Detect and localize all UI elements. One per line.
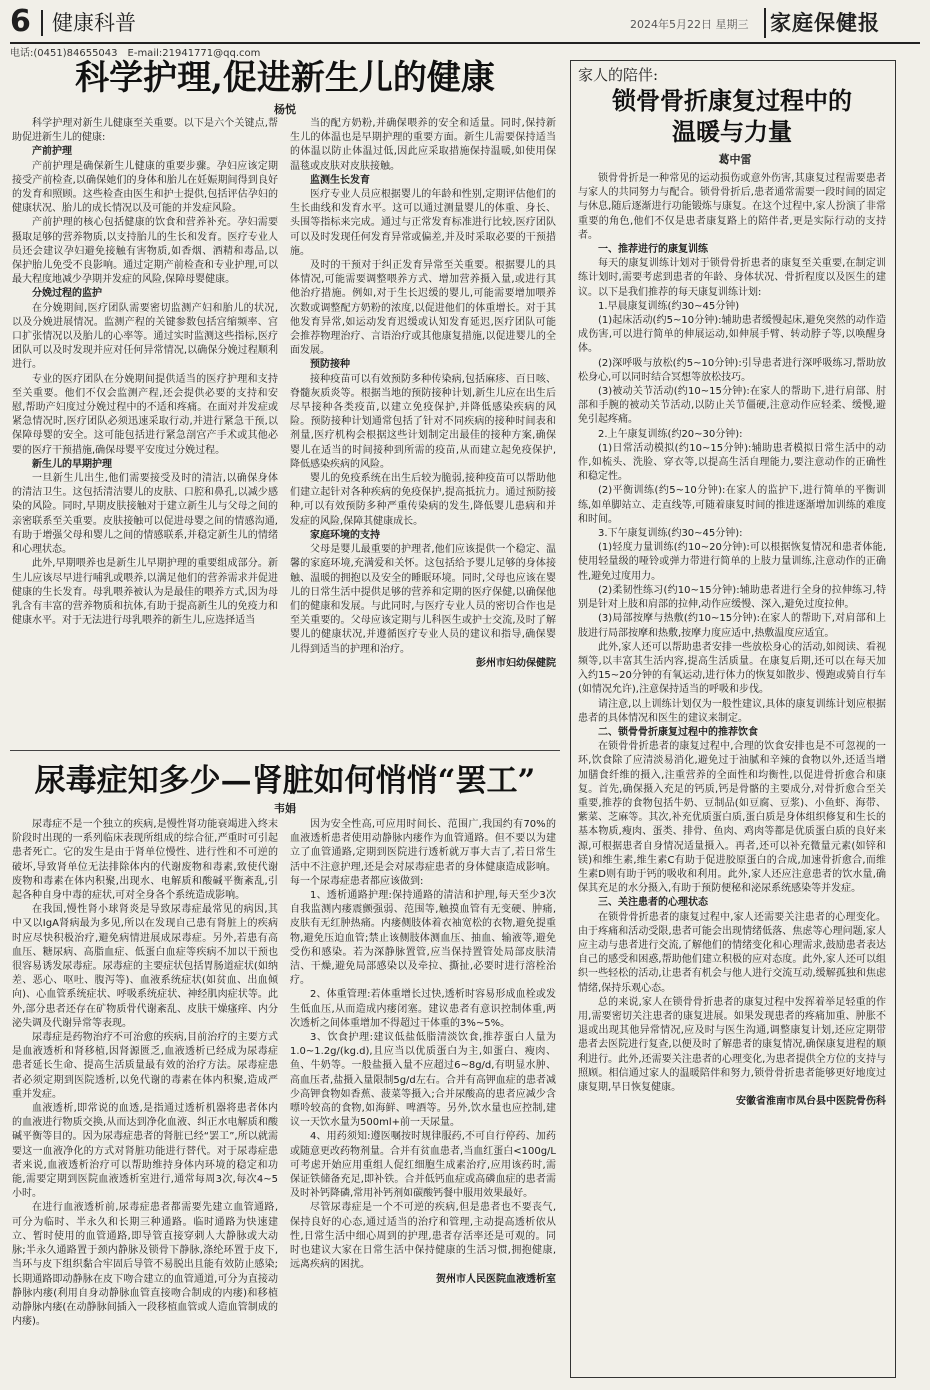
- paragraph: (1)起床活动(约5~10分钟):辅助患者缓慢起床,避免突然的动作造成伤害,可以进行简单的伸展运动,如伸展手臂、转动脖子等,以唤醒身体。: [578, 315, 886, 355]
- paragraph: 专业的医疗团队在分娩期间提供适当的医疗护理和支持至关重要。他们不仅会监测产程,还会提供必要的支持和安慰,帮助产妇度过分娩过程中的不适和疼痛。在面对并发症或紧急情况时,医疗团队必须迅速采取行动,并进行紧急干预,以保障母婴的安全。这可能包括进行紧急剖宫产手术或其他必要的医疗干预措施,确保母婴平安度过分娩过程。: [12, 373, 278, 456]
- paragraph: 在分娩期间,医疗团队需要密切监测产妇和胎儿的状况,以及分娩进展情况。监测产程的关键参数包括宫缩频率、宫口扩张情况以及胎儿的心率等。通过实时监测这些指标,医疗团队可以及时发现并应对任何异常情况,以确保分娩过程顺利进行。: [12, 302, 278, 371]
- paragraph: 此外,早期喂养也是新生儿早期护理的重要组成部分。新生儿应该尽早进行哺乳或喂养,以满足他们的营养需求并促进健康的生长发育。母乳喂养被认为是最佳的喂养方式,因为母乳含有丰富的营养物质和抗体,有助于提高新生儿的免疫力和健康水平。对于无法进行母乳喂养的新生儿,应选择适当: [12, 558, 278, 627]
- paragraph: 科学护理对新生儿健康至关重要。以下是六个关键点,帮助促进新生儿的健康:: [12, 118, 278, 144]
- paragraph: 尿毒症不是一个独立的疾病,是慢性肾功能衰竭进入终末阶段时出现的一系列临床表现所组成的综合征,严重时可引起患者死亡。它的发生是由于肾单位慢性、进行性和不可逆的破坏,导致肾单位无法排除体内的代谢废物和毒素,致使代谢废物和毒素在体内积聚,出现水、电解质和酸碱平衡紊乱,引起各种自身中毒的症状,可对全身各个系统造成影响。: [12, 819, 278, 902]
- subheading: 预防接种: [310, 359, 350, 371]
- source-credit: 贺州市人民医院血液透析室: [436, 1273, 556, 1285]
- paragraph: (3)局部按摩与热敷(约10~15分钟):在家人的帮助下,对肩部和上肢进行局部按摩和热敷,按摩力度应适中,热敷温度应适宜。: [578, 613, 886, 639]
- subheading: 一、推荐进行的康复训练: [598, 244, 708, 256]
- subheading: 二、锁骨骨折康复过程中的推荐饮食: [598, 726, 758, 738]
- paragraph: 每天的康复训练计划对于锁骨骨折患者的康复至关重要,在制定训练计划时,需要考虑到患者的年龄、身体状况、骨折程度以及医生的建议。以下是我们推荐的每天康复训练计划:: [578, 258, 886, 298]
- paragraph: 医疗专业人员应根据婴儿的年龄和性别,定期评估他们的生长曲线和发育水平。这可以通过测量婴儿的体重、身长、头围等指标来完成。通过与正常发育标准进行比较,医疗团队可以及时发现任何发育异常或偏差,并及时采取必要的干预措施。: [290, 189, 556, 257]
- paragraph: (2)柔韧性练习(约10~15分钟):辅助患者进行全身的拉伸练习,特别是针对上肢和肩部的拉伸,动作应缓慢、深入,避免过度拉伸。: [578, 584, 886, 611]
- paragraph: 婴儿的免疫系统在出生后较为脆弱,接种疫苗可以帮助他们建立起针对各种疾病的免疫保护,提高抵抗力。通过预防接种,可以有效预防多种严重传染病的发生,降低婴儿患病和并发症的风险,保障其健康成长。: [290, 473, 556, 527]
- paragraph: 一旦新生儿出生,他们需要接受及时的清洁,以确保身体的清洁卫生。这包括清洁婴儿的皮肤、口腔和鼻孔,以减少感染的风险。同时,早期皮肤接触对于建立新生儿与父母之间的亲密联系至关重要。皮肤接触可以促进母婴之间的情感沟通,有助于增强父母和婴儿之间的情感联系,并稳定新生儿的情绪和心理状态。: [12, 473, 278, 556]
- article3-title-line2: 温暖与力量: [672, 117, 792, 146]
- paragraph: 2、体重管理:若体重增长过快,透析时容易形成血栓或发生低血压,从而造成内瘘闭塞。建议患者有意识控制体重,两次透析之间体重增加不得超过干体重的3%~5%。: [290, 989, 556, 1029]
- subheading: 家庭环境的支持: [310, 529, 380, 541]
- header-divider: [41, 10, 43, 36]
- paragraph: 1、透析通路护理:保持通路的清洁和护理,每天至少3次自我监测内瘘震颤强弱、范围等,触摸血管有无变硬、肿痛,皮肤有无红肿热痛。内瘘侧肢体着衣袖宽松的衣物,避免提重物,避免压迫血管;禁止该侧肢体测血压、抽血、输液等,避免受伤和感染。若为深静脉置管,应当保持置管处局部皮肤清洁、干燥,避免局部感染以及牵拉、撕扯,必要时进行溶栓治疗。: [290, 890, 556, 987]
- page-header: [10, 4, 920, 44]
- header-divider-right: [764, 8, 766, 38]
- paragraph: 产前护理的核心包括健康的饮食和营养补充。孕妇需要摄取足够的营养物质,以支持胎儿的生长和发育。医疗专业人员还会建议孕妇避免接触有害物质,如香烟、酒精和毒品,以保护胎儿免受不良影响。通过定期产前检查和专业护理,可以最大程度地减少孕期并发症的风险,保障母婴健康。: [12, 217, 278, 286]
- page-number: 6: [10, 4, 31, 39]
- article1-col2: [290, 117, 556, 737]
- paragraph: 及时的干预对于纠正发育异常至关重要。根据婴儿的具体情况,可能需要调整喂养方式、增加营养摄入量,或进行其他治疗措施。例如,对于生长迟缓的婴儿,可能需要增加喂养次数或调整配方奶粉的浓度,以促进他们的体重增长。对于其他发育异常,如运动发育迟缓或认知发育延迟,医疗团队可能会推荐物理治疗、言语治疗或其他康复措施,以促进婴儿的全面发展。: [290, 260, 556, 357]
- paragraph: 在我国,慢性肾小球肾炎是导致尿毒症最常见的病因,其中又以IgA肾病最为多见,所以在发现自己患有肾脏上的疾病时应尽快积极治疗,避免病情进展成尿毒症。另外,若患有高血压、糖尿病、高脂血症、低蛋白血症等疾病不加以干预也很容易诱发尿毒症。尿毒症的主要症状包括胃肠道症状(如纳差、恶心、呕吐、腹泻等)、血液系统症状(如贫血、出血倾向)、心血管系统症状、呼吸系统症状、神经肌肉症状等。此外,部分患者还存在矿物质骨代谢紊乱、皮肤干燥瘙痒、内分泌失调及代谢异常等表现。: [12, 904, 278, 1029]
- paragraph: 接种疫苗可以有效预防多种传染病,包括麻疹、百日咳、脊髓灰质炎等。根据当地的预防接种计划,新生儿应在出生后尽早接种各类疫苗,以建立免疫保护,并降低感染疾病的风险。预防接种计划通常包括了针对不同疾病的接种时间表和剂量,医疗机构会根据这些计划制定出最佳的接种方案,确保婴儿在适当的时间接种到所需的疫苗,从而建立起免疫保护,降低感染疾病的风险。: [290, 373, 556, 470]
- contact-line: 电话:(0451)84655043 E-mail:21941771@qq.com: [10, 48, 261, 59]
- paragraph: 在进行血液透析前,尿毒症患者都需要先建立血管通路,可分为临时、半永久和长期三种通路。临时通路为快速建立、暂时使用的血管通路,即导管直接穿刺人大静脉或大动脉;半永久通路置于颈内静脉及锁骨下静脉,涤纶环置于皮下,当环与皮下组织黏合牢固后导管不易脱出且能有效防止感染;长期通路即动静脉在皮下吻合建立的血管通道,可分为直接动静脉内瘘(利用自身动静脉血管直接吻合制成的内瘘)和移植动静脉内瘘(在动静脉间插入一段移植血管或人造血管制成的内瘘)。: [12, 1202, 278, 1328]
- paragraph: 2.上午康复训练(约20~30分钟):: [598, 428, 743, 440]
- paragraph: 在锁骨骨折患者的康复过程中,家人还需要关注患者的心理变化。由于疼痛和活动受限,患者可能会出现情绪低落、焦虑等心理问题,家人应主动与患者进行交流,了解他们的情绪变化和心理需求,鼓励患者表达自己的感受和困惑,帮助他们建立积极的应对态度。此外,家人还可以组织一些轻松的活动,让患者有机会与他人进行交流互动,缓解孤独和焦虑情绪,保持乐观心态。: [578, 911, 886, 994]
- article3-author: 葛中雷: [718, 153, 752, 166]
- paragraph: 父母是婴儿最重要的护理者,他们应该提供一个稳定、温馨的家庭环境,充满爱和关怀。这包括给予婴儿足够的身体接触、温暖的拥抱以及安全的睡眠环境。同时,父母也应该在婴儿的日常生活中提供足够的营养和定期的医疗保健,以确保他们的健康和发展。与此同时,与医疗专业人员的密切合作也是至关重要的。父母应该定期与儿科医生或护士交流,及时了解婴儿的健康状况,并遵循医疗专业人员的建议和指导,确保婴儿得到适当的护理和治疗。: [290, 544, 556, 655]
- article1-author: 杨悦: [274, 103, 296, 116]
- paragraph: (1)日常活动模拟(约10~15分钟):辅助患者模拟日常生活中的动作,如梳头、洗脸、穿衣等,以提高生活自理能力,要注意动作的正确性和稳定性。: [578, 442, 886, 483]
- paragraph: 此外,家人还可以帮助患者安排一些放松身心的活动,如阅读、看视频等,以丰富其生活内容,提高生活质量。在康复后期,还可以在每天加入约15~20分钟的有氧运动,进行体力的恢复如散步、慢跑或骑自行车(如情况允许),注意保持适当的呼吸和步伐。: [578, 641, 886, 696]
- paragraph: (3)被动关节活动(约10~15分钟):在家人的帮助下,进行肩部、肘部和手腕的被动关节活动,以防止关节僵硬,注意动作应轻柔、缓慢,避免引起疼痛。: [578, 386, 886, 426]
- paragraph: 1.早晨康复训练(约30~45分钟): [598, 300, 740, 312]
- newspaper-brand: 家庭保健报: [770, 10, 880, 35]
- article3-body: [578, 172, 886, 1372]
- paragraph: 锁骨骨折是一种常见的运动损伤或意外伤害,其康复过程需要患者与家人的共同努力与配合。锁骨骨折后,患者通常需要一段时间的固定与休息,随后逐渐进行功能锻炼与康复。在这个过程中,家人扮演了非常重要的角色,他们不仅是患者康复路上的陪伴者,更是实际行动的支持者。: [578, 173, 886, 241]
- paragraph: 尿毒症是药物治疗不可治愈的疾病,目前治疗的主要方式是血液透析和肾移植,因肾源匮乏,血液透析已经成为尿毒症患者延长生命、提高生活质量最有效的治疗方法。尿毒症患者必须定期到医院透析,以免代谢的毒素在体内积聚,造成严重并发症。: [12, 1032, 278, 1100]
- paragraph: 因为安全性高,可应用时间长、范围广,我国约有70%的血液透析患者使用动静脉内瘘作为血管通路。但不要以为建立了血管通路,定期到医院进行透析就万事大吉了,若日常生活中不注意护理,还是会对尿毒症患者的身体健康造成影响。每一个尿毒症患者都应该做到:: [290, 819, 556, 887]
- paragraph: 当的配方奶粉,并确保喂养的安全和适量。同时,保持新生儿的体温也是早期护理的重要方面。新生儿需要保持适当的体温以防止体温过低,因此应采取措施保持温暖,如使用保温毯或皮肤对皮肤接触。: [290, 118, 556, 172]
- subheading: 新生儿的早期护理: [32, 458, 112, 470]
- paragraph: (2)平衡训练(约5~10分钟):在家人的监护下,进行简单的平衡训练,如单脚站立、走直线等,可随着康复时间的推进逐渐增加训练的难度和时间。: [578, 485, 886, 525]
- article2-col2: [290, 818, 556, 1378]
- article2-col1: [12, 818, 278, 1378]
- source-credit: 彭州市妇幼保健院: [476, 657, 556, 669]
- paragraph: 尽管尿毒症是一个不可逆的疾病,但是患者也不要丧气,保持良好的心态,通过适当的治疗和管理,主动提高透析依从性,日常生活中细心周到的护理,患者存活率还是可观的。同时也建议大家在日常生活中保持健康的生活习惯,拥抱健康,远离疾病的困扰。: [290, 1202, 556, 1271]
- paragraph: 血液透析,即常说的血透,是指通过透析机器将患者体内的血液进行物质交换,从而达到净化血液、纠正水电解质和酸碱平衡等目的。因为尿毒症患者的肾脏已经“罢工”,所以就需要这一血液净化的方式对肾脏功能进行替代。对于尿毒症患者来说,血液透析治疗可以帮助维持身体内环境的稳定和功能,需要定期到医院血液透析室进行,通常每周3次,每次4~5小时。: [12, 1103, 278, 1200]
- issue-date: 2024年5月22日 星期三: [630, 18, 749, 31]
- subheading: 三、关注患者的心理状态: [598, 897, 708, 909]
- paragraph: 产前护理是确保新生儿健康的重要步骤。孕妇应该定期接受产前检查,以确保她们的身体和胎儿在妊娠期间得到良好的发育和照顾。这些检查由医生和护士提供,包括评估孕妇的健康状况、胎儿的成长情况以及可能的并发症风险。: [12, 160, 278, 215]
- article-divider: [10, 750, 560, 751]
- paragraph: (1)轻度力量训练(约10~20分钟):可以根据恢复情况和患者体能,使用轻量级的哑铃或弹力带进行简单的上肢力量训练,注意动作的正确性,避免过度用力。: [578, 542, 886, 582]
- paragraph: 请注意,以上训练计划仅为一般性建议,具体的康复训练计划应根据患者的具体情况和医生的建议来制定。: [578, 698, 886, 724]
- article1-col1: [12, 117, 278, 737]
- paragraph: (2)深呼吸与放松(约5~10分钟):引导患者进行深呼吸练习,帮助放松身心,可以同时结合冥想等放松技巧。: [578, 357, 886, 383]
- source-credit: 安徽省淮南市凤台县中医院骨伤科: [736, 1096, 886, 1108]
- paragraph: 4、用药须知:遵医嘱按时规律服药,不可自行停药、加药或随意更改药物剂量。合并有贫血患者,当血红蛋白<100g/L可考虑开始应用重组人促红细胞生成素治疗,应用该药时,需保证铁储备充足,即补铁。合并低钙血症或高磷血症的患者需及时补钙降磷,常用补钙剂如碳酸钙餐中服用效果最好。: [290, 1131, 556, 1200]
- subheading: 产前护理: [32, 146, 72, 158]
- article2-title: 尿毒症知多少—肾脏如何悄悄“罢工”: [34, 763, 536, 799]
- article1-title: 科学护理,促进新生儿的健康: [75, 58, 495, 98]
- subheading: 分娩过程的监护: [32, 288, 102, 300]
- article2-author: 韦娟: [274, 802, 296, 815]
- article3-label: 家人的陪伴:: [578, 66, 659, 84]
- subheading: 监测生长发育: [310, 174, 370, 186]
- paragraph: 总的来说,家人在锁骨骨折患者的康复过程中发挥着举足轻重的作用,需要密切关注患者的康复进展。如果发现患者的疼痛加重、肿胀不退或出现其他异常情况,应及时与医生沟通,调整康复计划,还应定期带患者去医院进行复查,以便及时了解患者的康复情况,确保康复进程的顺利进行。此外,还需要关注患者的心理变化,为患者提供全方位的支持与照顾。相信通过家人的温暖陪伴和努力,锁骨骨折患者能够更好地度过康复期,早日恢复健康。: [578, 996, 886, 1093]
- article3-title-line1: 锁骨骨折康复过程中的: [612, 86, 852, 115]
- paragraph: 在锁骨骨折患者的康复过程中,合理的饮食安排也是不可忽视的一环,饮食除了应清淡易消化,避免过于油腻和辛辣的食物以外,还适当增加膳食纤维的摄入,注重营养的全面性和均衡性,以促进骨折愈合和康复。首先,确保摄入充足的钙质,钙是骨骼的主要成分,对骨折愈合至关重要,推荐的食物包括牛奶、豆制品(如豆腐、豆浆)、小鱼虾、海带、紫菜、芝麻等。其次,补充优质蛋白质,蛋白质是身体组织修复和生长的基本物质,瘦肉、蛋类、排骨、鱼肉、鸡肉等都是优质蛋白质的良好来源,可根据患者自身情况适量摄入。再者,还可以补充微量元素(如锌和镁)和维生素,维生素C有助于促进胶原蛋白的合成,加速骨折愈合,而维生素D则有助于钙的吸收和利用。此外,家人还应注意患者的饮水量,确保其充足的水分摄入,有助于预防便秘和泌尿系统感染等并发症。: [578, 741, 886, 895]
- paragraph: 3、饮食护理:建议低盐低脂清淡饮食,推荐蛋白人量为1.0~1.2g/(kg.d),且应当以优质蛋白为主,如蛋白、瘦肉、鱼、牛奶等。一般盐摄入量不应超过6~8g/d,有明显水肿、高血压者,盐摄入量限制5g/d左右。合并有高钾血症的患者减少高钾食物如香蕉、菠菜等摄入;合并尿酸高的患者应减少含嘌呤较高的食物,如海鲜、啤酒等。另外,饮水量也应控制,建议一天饮水量为500ml+前一天尿量。: [290, 1032, 556, 1129]
- paragraph: 3.下午康复训练(约30~45分钟):: [598, 528, 743, 540]
- section-title: 健康科普: [52, 11, 136, 35]
